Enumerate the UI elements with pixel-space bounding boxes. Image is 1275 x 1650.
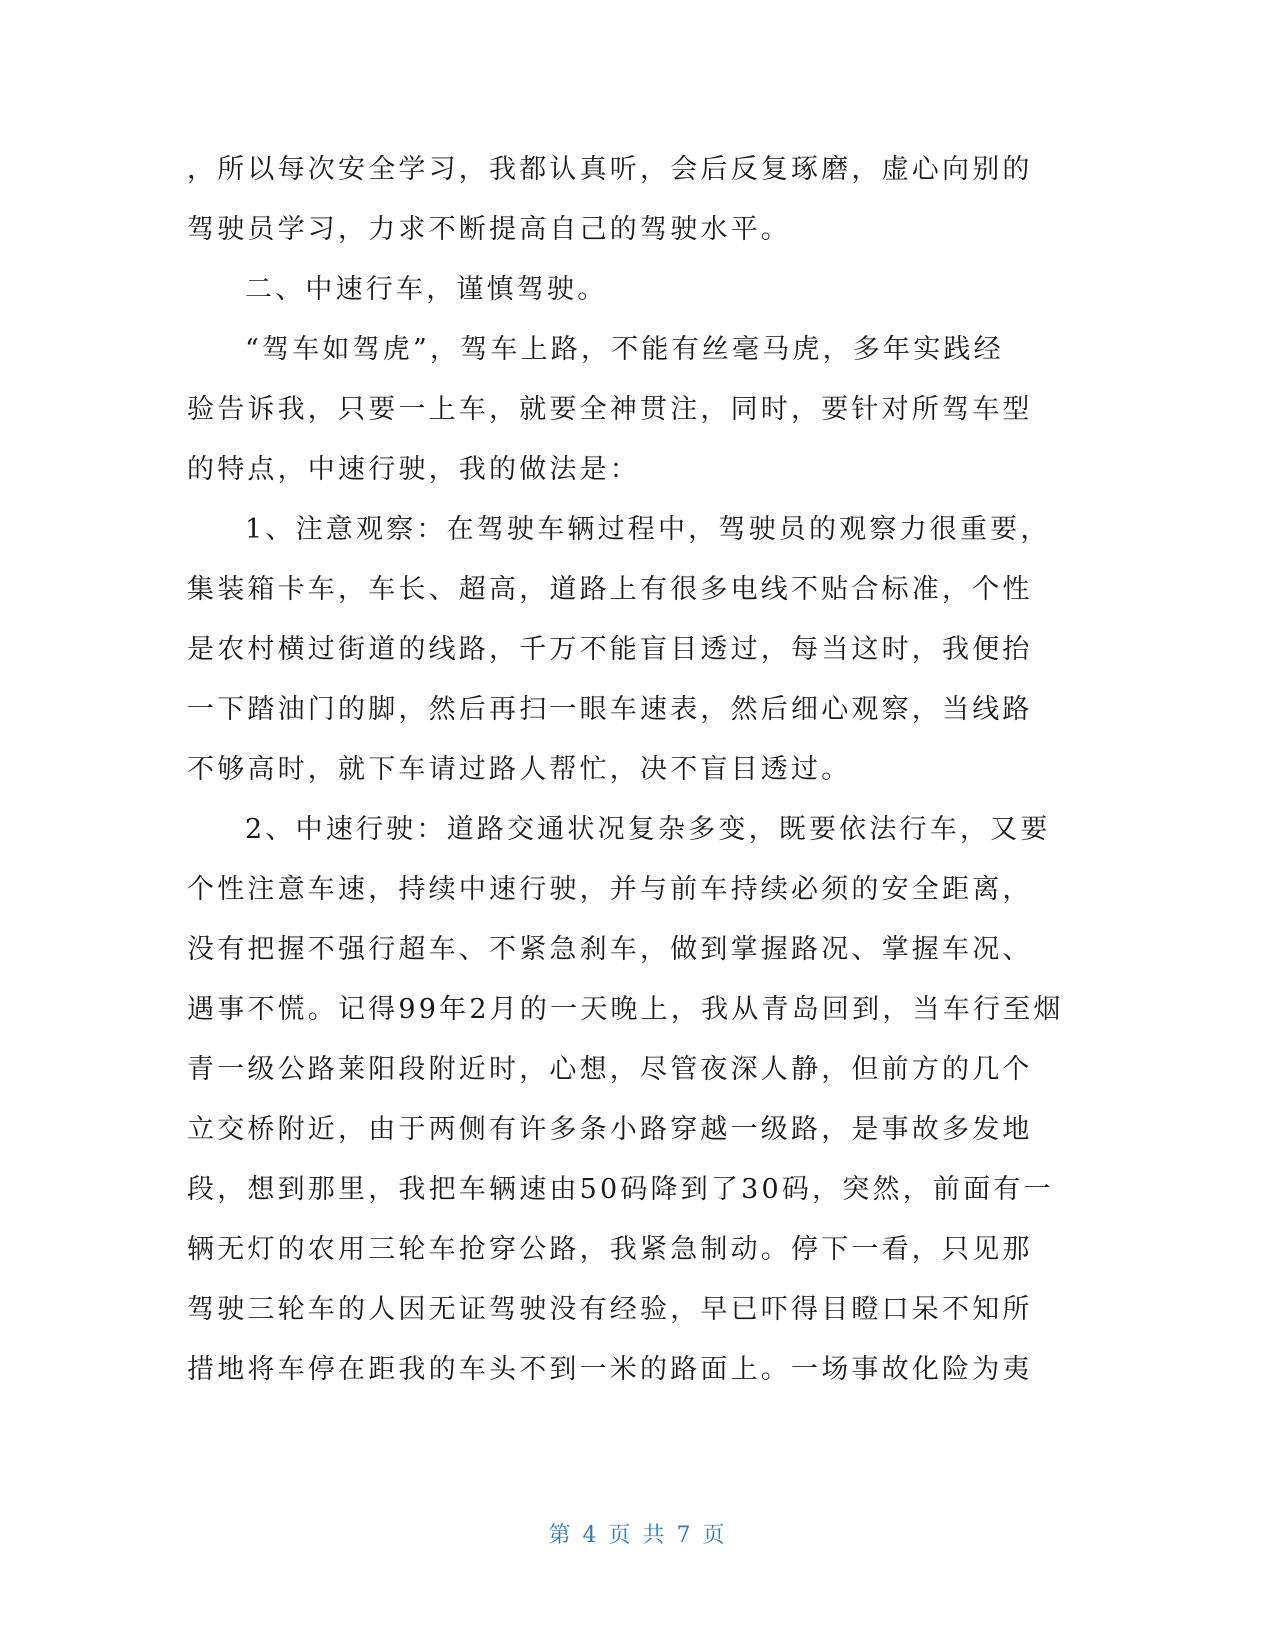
text-line: 辆无灯的农用三轮车抢穿公路，我紧急制动。停下一看，只见那 [187,1234,1033,1265]
text-line: 驾驶员学习，力求不断提高自己的驾驶水平。 [187,214,791,245]
text-line: 立交桥附近，由于两侧有许多条小路穿越一级路，是事故多发地 [187,1114,1033,1145]
text-line: ，所以每次安全学习，我都认真听，会后反复琢磨，虚心向别的 [187,154,1033,185]
text-line: 遇事不慌。记得99年2月的一天晚上，我从青岛回到，当车行至烟 [187,994,1064,1025]
text-line: 一下踏油门的脚，然后再扫一眼车速表，然后细心观察，当线路 [187,694,1033,725]
text-line: 的特点，中速行驶，我的做法是： [187,454,640,485]
footer-current-page: 4 [582,1523,599,1548]
page-footer [0,1518,1275,1549]
text-line: 驾驶三轮车的人因无证驾驶没有经验，早已吓得目瞪口呆不知所 [187,1294,1033,1325]
text-line: 是农村横过街道的线路，千万不能盲目透过，每当这时，我便抬 [187,634,1033,665]
document-body [187,140,1067,1400]
footer-di: 第 [548,1523,573,1548]
footer-total-pages: 7 [676,1523,693,1548]
footer-ye: 页 [608,1523,633,1548]
text-line: 1、注意观察：在驾驶车辆过程中，驾驶员的观察力很重要， [245,514,1051,545]
text-line: 青一级公路莱阳段附近时，心想，尽管夜深人静，但前方的几个 [187,1054,1033,1085]
text-line: 段，想到那里，我把车辆速由50码降到了30码，突然，前面有一 [187,1174,1054,1205]
section-heading: 二、中速行车，谨慎驾驶。 [245,274,608,305]
footer-ye-end: 页 [702,1523,727,1548]
text-line: 个性注意车速，持续中速行驶，并与前车持续必须的安全距离， [187,874,1033,905]
text-line: 2、中速行驶：道路交通状况复杂多变，既要依法行车，又要 [245,814,1051,845]
text-line: 没有把握不强行超车、不紧急刹车，做到掌握路况、掌握车况、 [187,934,1033,965]
text-line: 集装箱卡车，车长、超高，道路上有很多电线不贴合标准，个性 [187,574,1033,605]
text-line: 验告诉我，只要一上车，就要全神贯注，同时，要针对所驾车型 [187,394,1033,425]
footer-gong: 共 [642,1523,667,1548]
text-line: 不够高时，就下车请过路人帮忙，决不盲目透过。 [187,754,852,785]
text-line: 措地将车停在距我的车头不到一米的路面上。一场事故化险为夷 [187,1354,1033,1385]
text-line: “驾车如驾虎”，驾车上路，不能有丝毫马虎，多年实践经 [245,334,1004,365]
